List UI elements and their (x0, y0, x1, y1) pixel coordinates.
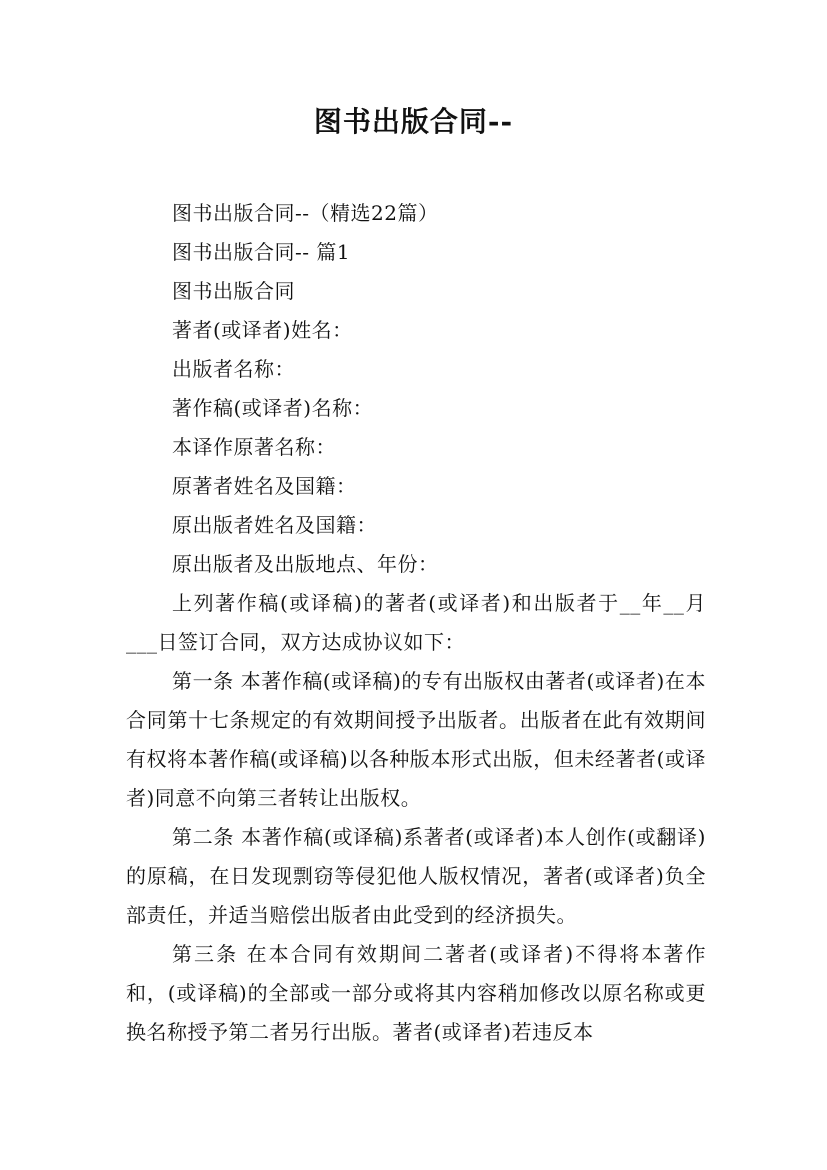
article-3-paragraph: 第三条 在本合同有效期间二著者(或译者)不得将本著作和，(或译稿)的全部或一部分或将其内容稍加修改以原名称或更换名称授予第二者另行出版。著者(或译者)若违反本 (126, 942, 706, 1044)
document-body (126, 194, 706, 1052)
author-name-field: 著者(或译者)姓名： (172, 318, 353, 342)
article-1-paragraph: 第一条 本著作稿(或译稿)的专有出版权由著者(或译者)在本合同第十七条规定的有效期间授予出版者。出版者在此有效期间有权将本著作稿(或译稿)以各种版本形式出版，但未经著者(或译者)同意不向第三者转让出版权。 (126, 669, 706, 810)
original-publisher-field: 原出版者姓名及国籍： (172, 513, 377, 537)
publisher-name-field: 出版者名称： (172, 357, 295, 381)
document-title: 图书出版合同-- (313, 105, 514, 138)
subtitle-line: 图书出版合同--（精选22篇） (172, 201, 439, 225)
contract-name-line: 图书出版合同 (172, 279, 295, 303)
original-publication-place-field: 原出版者及出版地点、年份： (172, 552, 439, 576)
original-author-field: 原著者姓名及国籍： (172, 474, 357, 498)
article-2-paragraph: 第二条 本著作稿(或译稿)系著者(或译者)本人创作(或翻译)的原稿，在日发现剽窃等侵犯他人版权情况，著者(或译者)负全部责任，并适当赔偿出版者由此受到的经济损失。 (126, 825, 706, 927)
original-work-name-field: 本译作原著名称： (172, 435, 336, 459)
agreement-intro-paragraph: 上列著作稿(或译稿)的著者(或译者)和出版者于__年__月___日签订合同，双方达成协议如下： (126, 591, 706, 654)
section-heading: 图书出版合同-- 篇1 (172, 240, 351, 264)
manuscript-name-field: 著作稿(或译者)名称： (172, 396, 374, 420)
